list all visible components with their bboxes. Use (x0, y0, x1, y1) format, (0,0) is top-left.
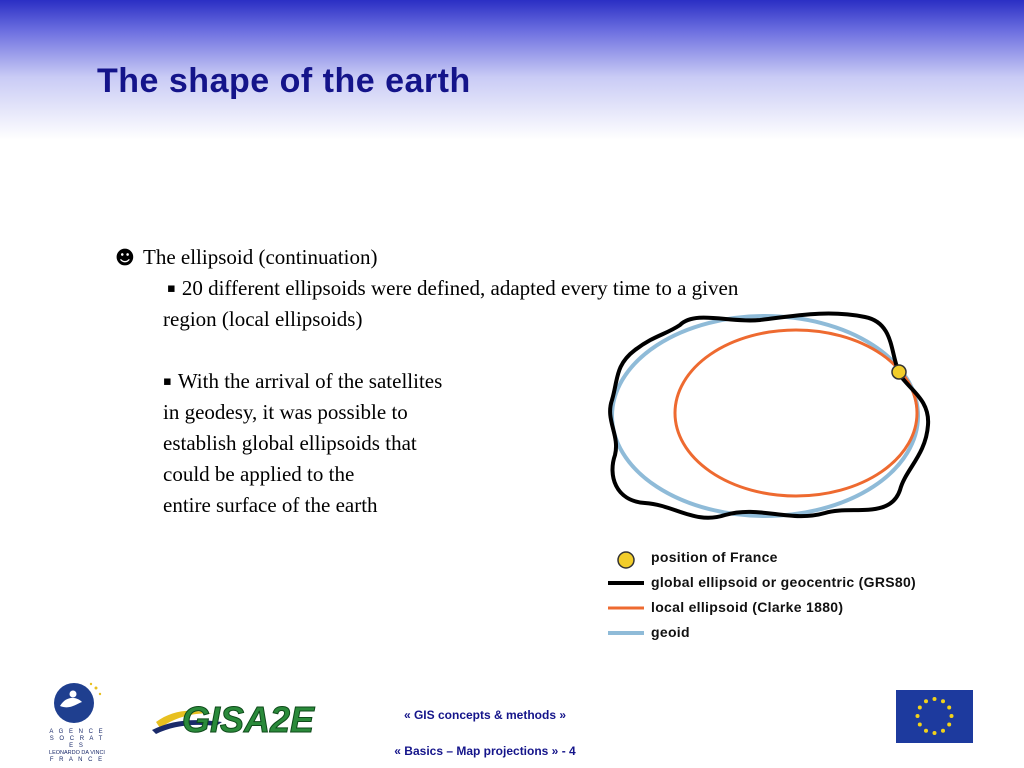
legend-label-france: position of France (651, 549, 778, 565)
eu-flag (896, 690, 973, 743)
bullet-main (115, 242, 377, 274)
gisa2e-logo (152, 696, 337, 740)
sub2-line3: establish global ellipsoids that (163, 431, 417, 455)
agence-line-1: A G E N C E (49, 729, 105, 735)
sub2-line1: With the arrival of the satellites (177, 369, 443, 393)
legend-label-geoid: geoid (651, 624, 690, 640)
local-ellipsoid-ellipse (675, 330, 917, 496)
blue-line-icon (606, 623, 646, 648)
legend-label-local: local ellipsoid (Clarke 1880) (651, 599, 844, 615)
slide-title: The shape of the earth (97, 62, 471, 100)
ellipsoid-diagram (600, 305, 940, 535)
bullet-main-text: The ellipsoid (continuation) (143, 245, 378, 269)
yellow-dot-icon (606, 548, 646, 573)
geoid-ellipse (612, 316, 918, 516)
agence-line-2: S O C R A T E S (49, 736, 105, 749)
square-bullet-icon: ▪ (167, 281, 176, 296)
france-position-dot (892, 365, 906, 379)
sub-bullet-global-ellipsoids (163, 366, 543, 521)
agence-globe-icon (46, 678, 108, 728)
eu-stars-icon (896, 690, 973, 743)
agence-socrates-logo (46, 678, 108, 762)
gisa2e-logo-text: GISA2E (182, 699, 315, 740)
legend-label-global: global ellipsoid or geocentric (GRS80) (651, 574, 916, 590)
sub1-line1: 20 different ellipsoids were defined, adapted every time to a given (181, 276, 739, 300)
agence-line-4: F R A N C E (49, 757, 105, 763)
sub2-line4: could be applied to the (163, 462, 355, 486)
sub1-line2: region (local ellipsoids) (163, 307, 363, 331)
footer-course-title: « GIS concepts & methods » (403, 708, 567, 722)
agence-line-3: LEONARDO DA VINCI (49, 750, 105, 756)
sub2-line5: entire surface of the earth (163, 493, 378, 517)
orange-line-icon (606, 598, 646, 623)
smiley-bullet-icon: ☻ (115, 247, 135, 269)
sub2-line2: in geodesy, it was possible to (163, 400, 408, 424)
square-bullet-icon: ▪ (163, 374, 172, 389)
footer-chapter-page: « Basics – Map projections » - 4 (394, 744, 576, 758)
black-line-icon (606, 573, 646, 598)
